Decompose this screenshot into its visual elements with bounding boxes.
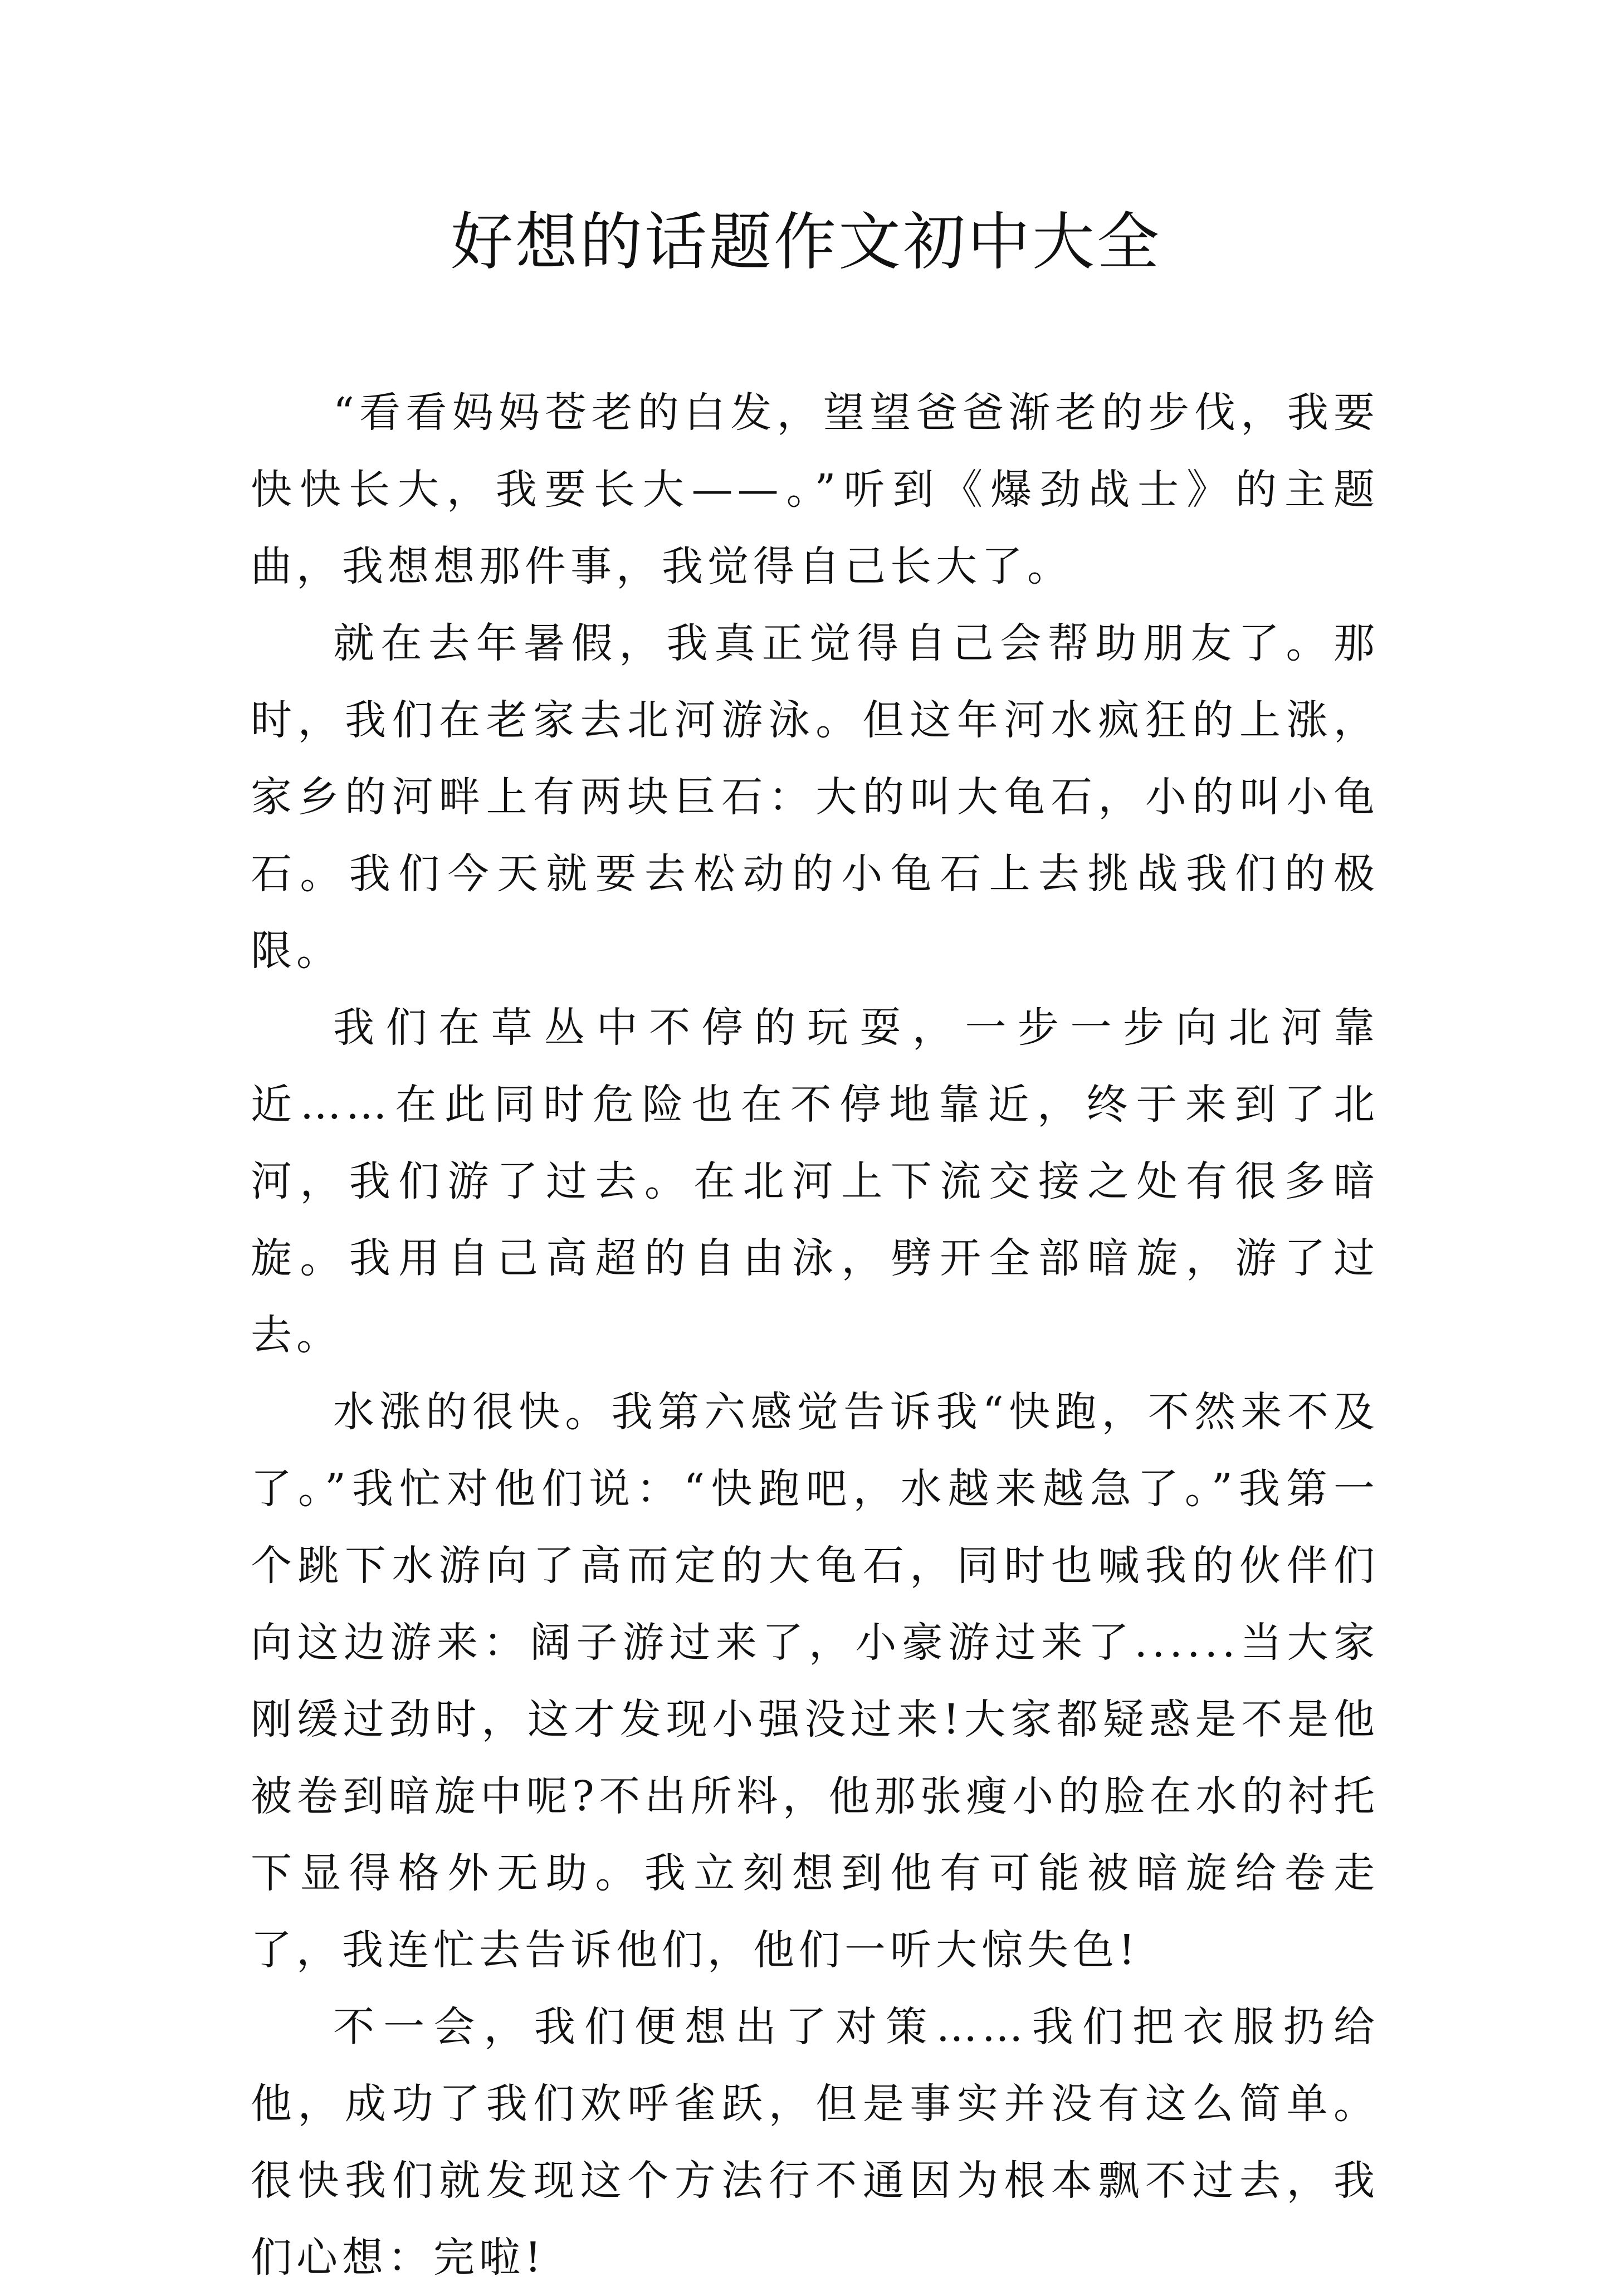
paragraph: 就在去年暑假，我真正觉得自己会帮助朋友了。那时，我们在老家去北河游泳。但这年河水疯狂的上涨，家乡的河畔上有两块巨石：大的叫大龟石，小的叫小龟石。我们今天就要去松动的小龟石上去挑战我们的极限。 [251, 619, 1379, 975]
paragraph: 我们在草丛中不停的玩耍，一步一步向北河靠近……在此同时危险也在不停地靠近，终于来到了北河，我们游了过去。在北河上下流交接之处有很多暗旋。我用自己高超的自由泳，劈开全部暗旋，游了过去。 [251, 1004, 1379, 1359]
paragraph: 水涨的很快。我第六感觉告诉我“快跑，不然来不及了。”我忙对他们说：“快跑吧，水越来越急了。”我第一个跳下水游向了高而定的大龟石，同时也喊我的伙伴们向这边游来：阔子游过来了，小豪游过来了......当大家刚缓过劲时，这才发现小强没过来!大家都疑惑是不是他被卷到暗旋中呢?不出所料，他那张瘦小的脸在水的衬托下显得格外无助。我立刻想到他有可能被暗旋给卷走了，我连忙去告诉他们，他们一听大惊失色! [251, 1388, 1379, 1974]
page-title: 好想的话题作文初中大全 [451, 206, 1161, 279]
paragraph: 不一会，我们便想出了对策……我们把衣服扔给他，成功了我们欢呼雀跃，但是事实并没有这么简单。很快我们就发现这个方法行不通因为根本飘不过去，我们心想：完啦! [251, 2003, 1379, 2282]
paragraph: “看看妈妈苍老的白发，望望爸爸渐老的步伐，我要快快长大，我要长大——。”听到《爆劲战士》的主题曲，我想想那件事，我觉得自己长大了。 [251, 389, 1379, 590]
article-body [251, 374, 1379, 2296]
